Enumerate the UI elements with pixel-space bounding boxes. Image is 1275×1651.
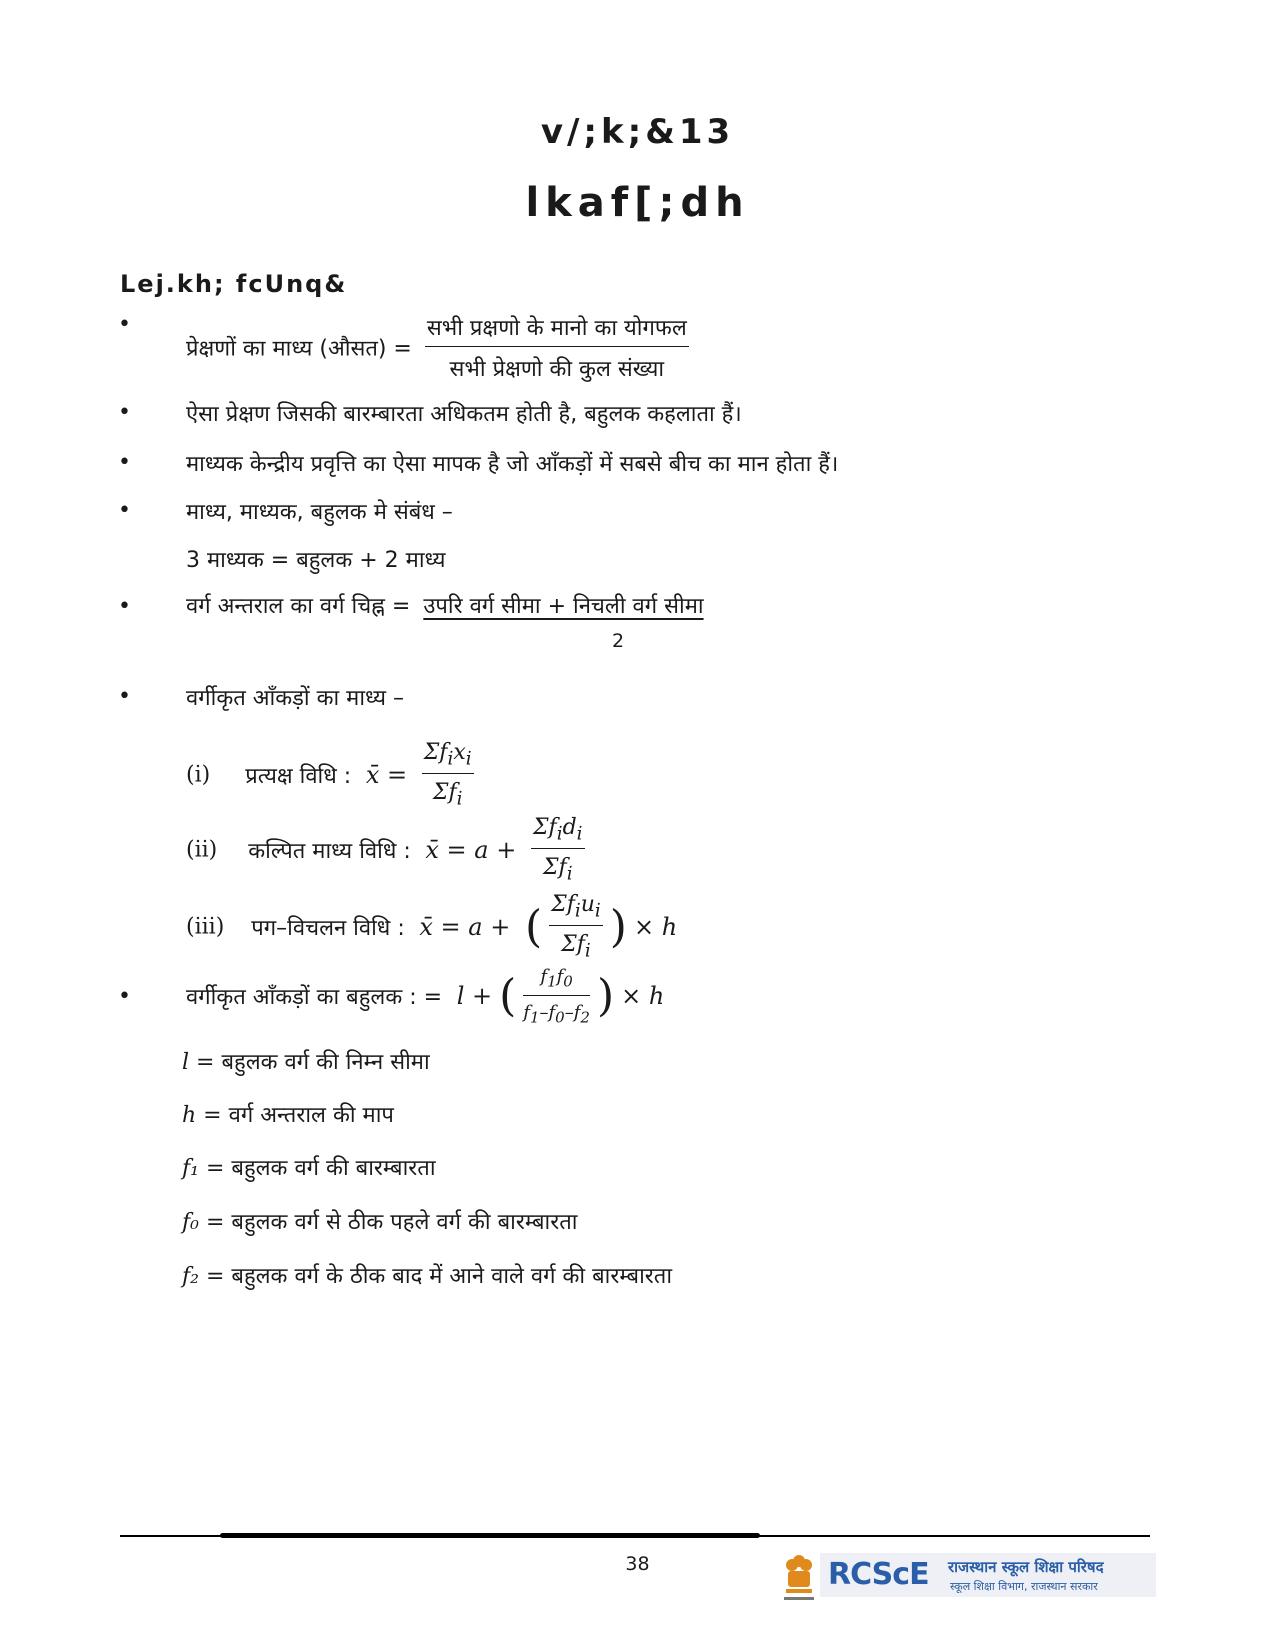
step-deviation-text: पग–विचलन विधि :: [251, 915, 405, 941]
definition-f0: [182, 1206, 577, 1236]
assumed-mean-lhs: x̄ = a +: [417, 835, 524, 864]
bullet-icon: •: [118, 684, 131, 709]
grouped-mode-lhs: l +: [449, 982, 493, 1011]
step-deviation-rhs: × h: [633, 912, 678, 941]
definition-symbol: f₂ =: [182, 1264, 225, 1289]
mean-formula: [186, 312, 689, 383]
definition-l: [182, 1046, 430, 1076]
bullet-icon: •: [118, 450, 131, 475]
logo-line1: राजस्थान स्कूल शिक्षा परिषद: [948, 1558, 1104, 1576]
definition-f1: [182, 1152, 436, 1182]
page-number: 38: [625, 1553, 650, 1575]
assumed-mean-text: कल्पित माध्य विधि :: [248, 838, 411, 864]
right-paren: ): [596, 970, 615, 1022]
logo-abbr: RCScE: [828, 1557, 929, 1592]
class-mark-lead: वर्ग अन्तराल का वर्ग चिह्न =: [186, 594, 411, 619]
direct-method-text: प्रत्यक्ष विधि :: [245, 763, 352, 789]
mean-lead: प्रेक्षणों का माध्य (औसत) =: [186, 336, 412, 362]
assumed-mean-fraction: $\frac{\Sigma f_id_i}{\Sigma f_i}$: [532, 815, 583, 885]
step-deviation-label: (iii): [186, 914, 225, 940]
definition-text: बहुलक वर्ग से ठीक पहले वर्ग की बारम्बारता: [231, 1210, 578, 1235]
section-title: Lej.kh; fcUnq&: [120, 270, 348, 298]
definition-symbol: h =: [182, 1103, 222, 1128]
right-paren: ): [609, 901, 627, 953]
mean-fraction: [425, 312, 689, 383]
definition-text: बहुलक वर्ग की बारम्बारता: [231, 1156, 436, 1181]
grouped-mode-formula: [186, 966, 664, 1026]
chapter-title: lkaf[;dh: [525, 180, 750, 226]
relation-formula: 3 माध्यक = बहुलक + 2 माध्य: [186, 548, 446, 573]
definition-symbol: f₀ =: [182, 1210, 225, 1235]
mean-denominator: सभी प्रेक्षणो की कुल संख्या: [449, 357, 665, 382]
bullet-icon: •: [118, 594, 131, 619]
chapter-heading: v/;k;&13: [540, 112, 735, 152]
class-mark-formula: [186, 590, 704, 620]
definition-symbol: l =: [182, 1050, 215, 1075]
left-paren: (: [499, 970, 517, 1022]
bullet-icon: •: [118, 312, 131, 337]
step-deviation-fraction: $\frac{\Sigma f_iu_i}{\Sigma f_i}$: [551, 892, 601, 962]
grouped-mean-heading: वर्गीकृत आँकड़ों का माध्य –: [186, 686, 405, 711]
assumed-mean-label: (ii): [186, 837, 218, 863]
median-definition: माध्यक केन्द्रीय प्रवृत्ति का ऐसा मापक है जो आँकड़ों में सबसे बीच का मान होता हैं।: [186, 452, 839, 477]
step-deviation-method: [186, 892, 677, 962]
definition-text: बहुलक वर्ग की निम्न सीमा: [221, 1050, 430, 1075]
direct-method-fraction: $\frac{\Sigma f_ix_i}{\Sigma f_i}$: [423, 740, 472, 810]
definition-f2: [182, 1260, 672, 1290]
direct-method-lhs: x̄ =: [358, 760, 415, 789]
definition-h: [182, 1099, 394, 1129]
step-deviation-lhs: x̄ = a +: [411, 912, 518, 941]
assumed-mean-method: [186, 815, 585, 885]
definition-text: वर्ग अन्तराल की माप: [228, 1103, 394, 1128]
direct-method-label: (i): [186, 762, 211, 788]
grouped-mode-fraction: $\frac{f_1f_0}{f_1-f_0-f_2}$: [523, 966, 590, 1027]
grouped-mode-text: वर्गीकृत आँकड़ों का बहुलक : =: [186, 985, 443, 1011]
mode-definition: ऐसा प्रेक्षण जिसकी बारम्बारता अधिकतम होती है, बहुलक कहलाता हैं।: [186, 402, 742, 427]
logo-line2: स्कूल शिक्षा विभाग, राजस्थान सरकार: [950, 1580, 1098, 1593]
bullet-icon: •: [118, 498, 131, 523]
class-mark-denominator: 2: [612, 630, 625, 652]
bullet-icon: •: [118, 400, 131, 425]
definition-text: बहुलक वर्ग के ठीक बाद में आने वाले वर्ग की बारम्बारता: [231, 1264, 673, 1289]
left-paren: (: [524, 901, 543, 953]
grouped-mode-rhs: × h: [621, 982, 665, 1011]
mean-numerator: सभी प्रक्षणो के मानो का योगफल: [425, 312, 689, 347]
relation-heading: माध्य, माध्यक, बहुलक मे संबंध –: [186, 500, 453, 525]
class-mark-numerator: उपरि वर्ग सीमा + निचली वर्ग सीमा: [423, 594, 704, 619]
direct-method: [186, 740, 474, 810]
definition-symbol: f₁ =: [182, 1156, 225, 1181]
bullet-icon: •: [118, 984, 131, 1009]
footer-divider-accent: [220, 1533, 760, 1538]
rcsce-logo: [780, 1551, 1156, 1607]
